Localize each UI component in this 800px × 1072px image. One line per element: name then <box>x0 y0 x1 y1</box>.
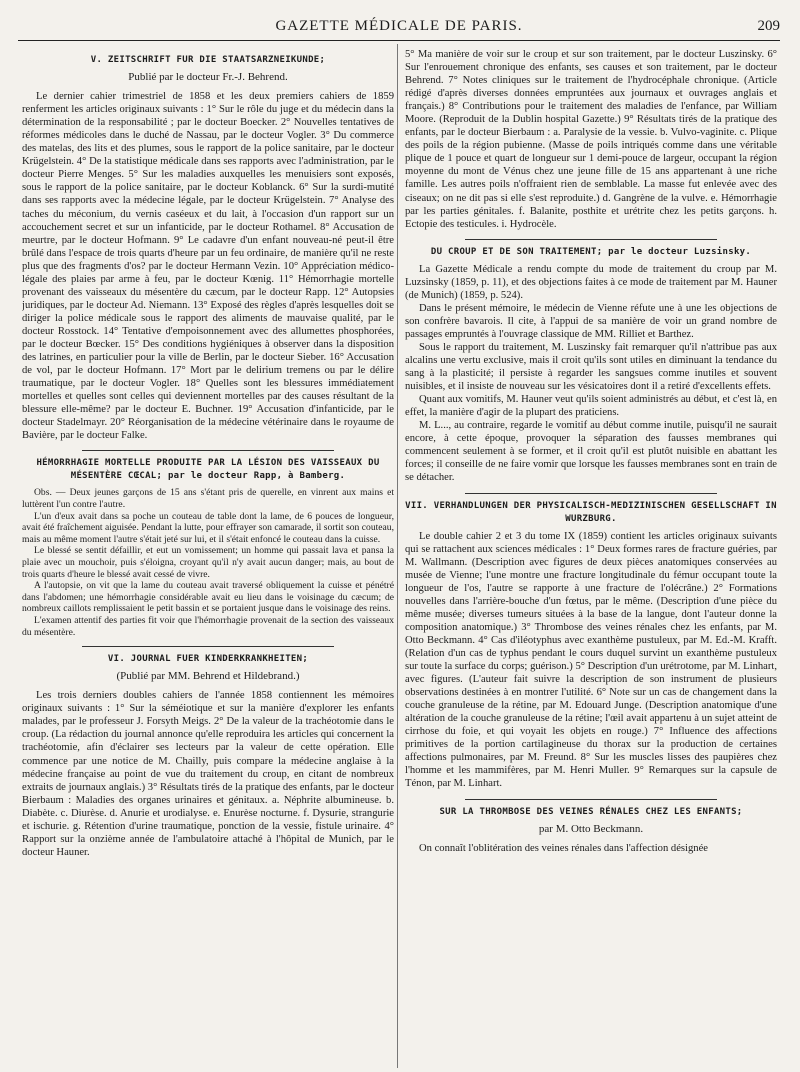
left-column <box>22 48 394 1066</box>
right-column <box>405 48 777 1066</box>
paragraph: La Gazette Médicale a rendu compte du mode de traitement du croup par M. Luzsinsky (1859, p. 11), et des objections faites à ce mode de traitement par M. Hauner (de Munich) (1859, p. 524). <box>405 263 777 301</box>
section-body-v: Le dernier cahier trimestriel de 1858 et les deux premiers cahiers de 1859 renferment les articles originaux suivants : 1° Sur le rôle du juge et du médecin dans la détermination de la responsabilité ; par le docteur Boecker. 2° Nouvelles tentatives de réformes médicoles dans le duché de Nassau, par le docteur Vogler. 3° Du commerce des matelas, des lits et des plumes, sous le rapport de la police sanitaire, par le docteur Krügelstein. 4° De la statistique médicale dans ses rapports avec l'administration, par le docteur Pierre Menges. 5° Sur les maladies auxquelles les menuisiers sont exposés, sous le rapport de la police sanitaire, par le docteur Koblanck. 6° Sur la surdi-mutité dans ses rapports avec la médecine légale, par le docteur Krügelstein. 7° Analyse des taches du méconium, du vernis caséeux et du lait, à l'occasion d'un rapport sur un accouchement secret et sur un infanticide, par le docteur Rothamel. 8° Accusation de meurtre, par le docteur Hofmann. 9° Le cadavre d'un enfant nouveau-né peut-il être brûlé dans l'espace de trois quarts d'heure par un feu ordinaire, de manière qu'il ne reste plus que des fragments d'os? par le docteur Hermann Vezin. 10° Appréciation médico-légale des plaies par arme à feu, par le docteur Kœnig. 11° Hémorrhagie mortelle provenant des vaisseaux du mésentère du cæcum, par le docteur Rapp. 12° Autopsies juridiques, par le docteur Ad. Niemann. 13° Exposé des règles d'après lesquelles doit se diriger la police médicale sous le rapport des aliments de mauvaise qualité, par le docteur Rosstock. 14° Tentative d'empoisonnement avec des allumettes phosphorées, par le docteur Bœcker. 15° Des conditions hygiéniques à observer dans la disposition des latrines, en particulier pour la ville de Berlin, par le docteur Sieber. 16° Accusation de vol, par le docteur Hofmann. 17° Mort par le delirium tremens ou par le délire traumatique, par le docteur Vogler. 18° Quelles sont les blessures immédiatement mortelles et quelles sont celles qui deviennent mortelles par des causes résultant de la blessure elle-même? par le docteur E. Buchner. 19° Accusation d'infanticide, par le docteur Stadelmayr. 20° Réorganisation de la médecine vétérinaire dans le royaume de Bavière, par le docteur Falke. <box>22 91 394 442</box>
paragraph: Sous le rapport du traitement, M. Luszinsky fait remarquer qu'il n'attribue pas aux alcalins une vertu exclusive, mais il croit qu'ils sont utiles en diminuant la tendance du sang à la plasticité; il persiste à regarder les sangsues comme inutiles et souvent nuisibles, et il insiste de nouveau sur les vésicatoires dont il a retiré d'excellents effets. <box>405 341 777 393</box>
article-body-hemorrhage <box>22 487 394 638</box>
journal-title: GAZETTE MÉDICALE DE PARIS. <box>275 18 523 34</box>
article-author-thrombosis: par M. Otto Beckmann. <box>538 822 644 835</box>
page-header <box>18 18 780 41</box>
page-number: 209 <box>757 18 780 34</box>
paragraph: Dans le présent mémoire, le médecin de Vienne réfute une à une les objections de son confrère bavarois. Il cite, à l'appui de sa manière de voir un grand nombre de passages empruntés à l'ouvrage classique de MM. Rilliet et Barthez. <box>405 302 777 340</box>
paragraph: On connaît l'oblitération des veines rénales dans l'affection désignée <box>419 842 708 854</box>
section-heading-v: V. ZEITSCHRIFT FUR DIE STAATSARZNEIKUNDE; <box>90 55 326 65</box>
paragraph: Obs. — Deux jeunes garçons de 15 ans s'étant pris de querelle, en vinrent aux mains et luttèrent l'un contre l'autre. <box>22 487 394 511</box>
divider <box>82 646 334 647</box>
paragraph: L'un d'eux avait dans sa poche un couteau de table dont la lame, de 6 pouces de longueur, avait été fraîchement aiguisée. Pendant la lutte, pour effrayer son camarade, il sortit son couteau, mais au même moment l'autre s'était jeté sur lui, et il s'était enfoncé le couteau dans la cuisse. <box>22 510 394 545</box>
paragraph: M. L..., au contraire, regarde le vomitif au début comme inutile, puisqu'il ne saurait encore, à cette époque, provoquer la séparation des fausses membranes qui commencent seulement à se former, et il croit qu'il est plutôt nuisible en abattant les forces; il conseille de ne faire vomir que lorsque les fausses membranes sont en train de se détacher. <box>405 420 777 484</box>
section-publisher-vi: (Publié par MM. Behrend et Hildebrand.) <box>116 670 300 683</box>
paragraph: A l'autopsie, on vit que la lame du couteau avait traversé obliquement la cuisse et pénétré dans l'abdomen; une hémorrhagie considérable avait eu lieu dans le voisinage du cæcum; de nombreux caillots remplissaient le petit bassin et se portaient jusque dans le voisinage des reins. <box>22 580 394 615</box>
paragraph: Quant aux vomitifs, M. Hauner veut qu'ils soient administrés au début, et c'est là, en effet, la manière d'agir de la plupart des praticiens. <box>405 394 777 419</box>
continued-list: 5° Ma manière de voir sur le croup et sur son traitement, par le docteur Luszinsky. 6° Sur l'enrouement chronique des enfants, ses causes et son traitement, par le docteur Behrend. 7° Notes cliniques sur le traitement de l'hydrocéphale chronique. (Article rédigé d'après diverses données empruntées aux journaux et ouvrages anglais et français.) 8° Contributions pour le traitement des maladies de l'enfance, par William Moore. (Reproduit de la Dublin hospital Gazette.) 9° Résultats tirés de la pratique des enfants, par le docteur Bierbaum : a. Paralysie de la vessie. b. Vulvo-vaginite. c. Plique des poils de la région pubienne. (Masse de poils intriqués comme dans une véritable plique de 1 pouce et quart de longueur sur 1 demi-pouce de largeur, occupant la région moyenne du mont de Vénus chez une jeune fille de 15 ans appartenant à une riche famille. Les autres poils n'offraient rien de semblable. La masse fut enlevée avec des ciseaux; on ne dit pas si elle s'est reproduite.) d. Gangrène de la vulve. e. Hémorrhagie par les parties génitales. f. Balanite, posthite et urétrite chez les petits garçons. h. Ectopie des testicules. i. Hydrocèle. <box>405 49 777 230</box>
divider <box>465 799 717 800</box>
divider <box>465 239 717 240</box>
divider <box>82 450 334 451</box>
article-heading-thrombosis: SUR LA THROMBOSE DES VEINES RÉNALES CHEZ LES ENFANTS; <box>439 806 743 817</box>
article-heading-hemorrhage: HÉMORRHAGIE MORTELLE PRODUITE PAR LA LÉSION DES VAISSEAUX DU MÉSENTÈRE CŒCAL; par le docteur Rapp, à Bamberg. <box>36 458 380 482</box>
column-divider <box>397 44 398 1068</box>
paragraph: L'examen attentif des parties fit voir que l'hémorrhagie provenait de la section des vaisseaux du mésentère. <box>22 614 394 638</box>
divider <box>465 493 717 494</box>
section-body-vii: Le double cahier 2 et 3 du tome IX (1859) contient les articles originaux suivants qui se rattachent aux sciences médicales : 1° Deux formes rares de fracture guéries, par M. Wallmann. (Description avec figures de deux pièces anatomiques conservées au musée de Vienne; l'une montre une fracture longitudinale du fémur occupant toute la longueur de l'os, l'autre se rapporte à une fracture de l'olécrâne.) 2° Formations nouvelles dans l'arrière-bouche d'un fœtus, par le même. (Description d'une pièce du même musée; diverses tumeurs situées à la base de la langue, dont l'auteur donne la composition anatomique.) 3° Thrombose des veines rénales chez les enfants, par M. Otto Beckmann. 4° Cas d'iléotyphus avec exanthème pustuleux, par M. Ed.-M. Krafft. (Relation d'un cas de typhus pendant le cours duquel survint un exanthème pustuleux sur toute la surface du corps; guérison.) 5° Description d'un urétrotome, par M. Linhart, avec figures. (L'auteur fait suivre la description de son instrument de plusieurs observations destinées à en montrer l'utilité. 6° Note sur un cas de changement dans la couche granuleuse de la rétine, par M. Edouard Junge. (Description anatomique d'une altération de la couche granuleuse de la rétine; l'œil avait appartenu à un sujet atteint de cirrhose du foie, et qui voyait les objets en rouge.) 7° Influence des affections primitives de la portion cartilagineuse du thorax sur la production de certaines affections pulmonaires, par M. Freund. 8° Sur les muscles lisses des paupières chez l'homme et les mammifères, par M. Henri Muller. 9° Remarques sur la capsule de Ténon, par M. Linhart. <box>405 530 777 790</box>
article-heading-croup: DU CROUP ET DE SON TRAITEMENT; par le docteur Luzsinsky. <box>430 246 752 257</box>
section-heading-vii: VII. VERHANDLUNGEN DER PHYSICALISCH-MEDIZINISCHEN GESELLSCHAFT IN WURZBURG. <box>405 500 777 524</box>
section-body-vi: Les trois derniers doubles cahiers de l'année 1858 contiennent les mémoires originaux suivants : 1° Sur la séméiotique et sur la manière d'explorer les enfants malades, par le professeur J. Forsyth Meigs. 2° De la valeur de la trachéotomie dans le croup. (La rédaction du journal annonce qu'elle reproduira les articles qui concernent la trachéotomie, afin d'éclairer ses lecteurs par la valeur de cette opération. Elle commence par une notice de M. Chailly, puis compare la médecine anglaise à la médecine française au point de vue du traitement du croup, en citant de nombreux extraits de journaux anglais.) 3° Résultats tirés de la pratique des enfants, par le docteur Bierbaum : Maladies des organes urinaires et génitaux. a. Néphrite albumineuse. b. Diabète. c. Diurèse. d. Anurie et urodialyse. e. Enurèse nocturne. f. Dysurie, strangurie et ischurie. g. Rétention d'urine traumatique, ponction de la vessie, fistule urinaire. 4° Rapport sur la onzième année de l'ambulatoire attaché à l'hôpital de Munich, par le docteur Hauner. <box>22 690 394 858</box>
section-publisher-v: Publié par le docteur Fr.-J. Behrend. <box>128 71 288 84</box>
section-heading-vi: VI. JOURNAL FUER KINDERKRANKHEITEN; <box>107 654 309 665</box>
paragraph: Le blessé se sentit défaillir, et eut un vomissement; un homme qui passait lava et pansa la plaie avec un mouchoir, puis s'éloigna, croyant qu'il n'y avait aucun danger; mais, au bout de trois quarts d'heure le blessé avait cessé de vivre. <box>22 545 394 580</box>
